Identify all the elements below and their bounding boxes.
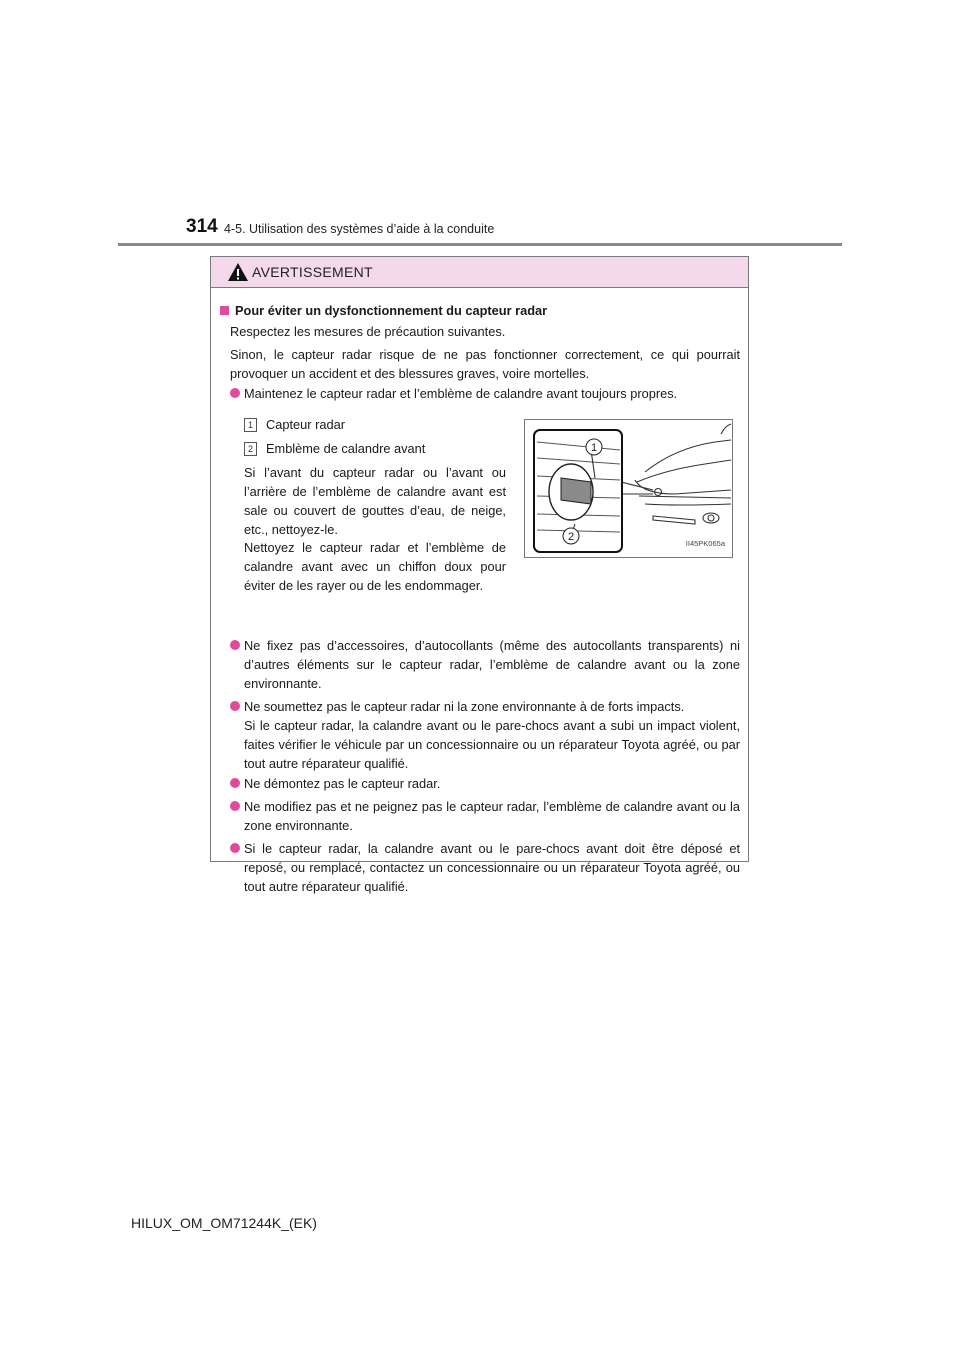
- legend-item-1: 1 Capteur radar: [244, 415, 514, 434]
- bullet-impacts-line1: Ne soumettez pas le capteur radar ni la zone environnante à de forts impacts.: [244, 699, 685, 714]
- callout-number: 1: [244, 418, 257, 432]
- round-bullet-icon: [230, 801, 240, 811]
- round-bullet-icon: [230, 843, 240, 853]
- figure-callout-2: 2: [567, 531, 575, 543]
- intro-text-2: Sinon, le capteur radar risque de ne pas fonctionner correctement, ce qui pourrait provoquer un accident et des blessures graves, voire mortelles.: [230, 347, 740, 381]
- warning-heading: Pour éviter un dysfonctionnement du capteur radar: [220, 301, 740, 320]
- page-header: [118, 216, 842, 248]
- radar-sensor-illustration: [524, 419, 733, 558]
- figure-id: II45PK065a: [685, 539, 725, 548]
- bullet-removal: Si le capteur radar, la calandre avant ou le pare-chocs avant doit être déposé et reposé, ou remplacé, contactez un concessionnaire ou un réparateur Toyota agréé, ou tout autre réparateur qualifié.: [244, 841, 740, 894]
- header-rule: [118, 243, 842, 246]
- bullet-impacts-line2: Si le capteur radar, la calandre avant ou le pare-chocs avant a subi un impact violent, faites vérifier le véhicule par un concessionnaire ou un réparateur Toyota agréé, ou par tout autre réparateur qualifié.: [244, 718, 740, 771]
- round-bullet-icon: [230, 388, 240, 398]
- warning-triangle-icon: [227, 262, 249, 282]
- page-number: 314: [186, 216, 218, 237]
- round-bullet-icon: [230, 640, 240, 650]
- bullet-clean: Maintenez le capteur radar et l’emblème de calandre avant toujours propres.: [244, 386, 678, 401]
- warning-header: [211, 257, 748, 288]
- bullet-disassemble: Ne démontez pas le capteur radar.: [244, 776, 441, 791]
- callout-number: 2: [244, 442, 257, 456]
- cleaning-text-a: Si l’avant du capteur radar ou l’avant ou l’arrière de l’emblème de calandre avant est sale ou couvert de gouttes d’eau, de neige, etc., nettoyez-le.: [244, 465, 506, 537]
- cleaning-text-b: Nettoyez le capteur radar et l’emblème de calandre avant avec un chiffon doux pour éviter de les rayer ou de les endommager.: [244, 540, 506, 593]
- bullet-accessories: Ne fixez pas d’accessoires, d’autocollants (même des autocollants transparents) ni d’autres éléments sur le capteur radar, l’emblème de calandre avant ou la zone environnante.: [244, 638, 740, 691]
- warning-title: AVERTISSEMENT: [252, 264, 373, 280]
- figure-callout-1: 1: [590, 442, 598, 454]
- round-bullet-icon: [230, 701, 240, 711]
- document-code: HILUX_OM_OM71244K_(EK): [131, 1215, 317, 1231]
- intro-text-1: Respectez les mesures de précaution suivantes.: [230, 324, 506, 339]
- round-bullet-icon: [230, 778, 240, 788]
- legend-item-2: 2 Emblème de calandre avant: [244, 439, 514, 458]
- section-title: 4-5. Utilisation des systèmes d’aide à la conduite: [224, 222, 495, 236]
- square-bullet-icon: [220, 306, 229, 315]
- warning-box: [210, 256, 749, 894]
- bullet-modify: Ne modifiez pas et ne peignez pas le capteur radar, l’emblème de calandre avant ou la zone environnante.: [244, 799, 740, 833]
